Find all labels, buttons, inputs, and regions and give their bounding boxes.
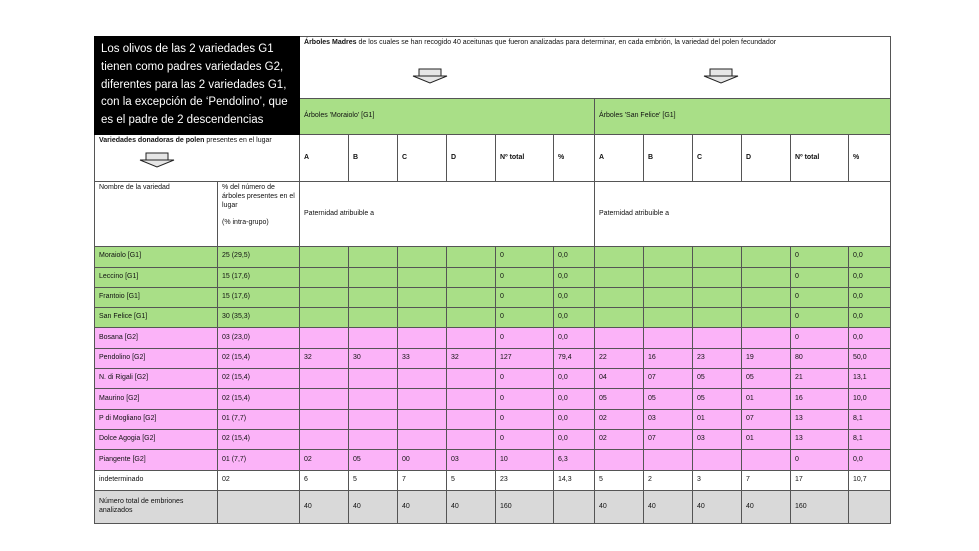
table-row: [95, 287, 891, 307]
variety-pct: 15 (17,6): [218, 267, 300, 287]
variety-pct: 02: [218, 470, 300, 490]
table-cell: [300, 369, 349, 389]
table-cell: [349, 328, 398, 348]
table-cell: 5: [349, 470, 398, 490]
col-header: %: [849, 135, 891, 182]
table-cell: 05: [693, 389, 742, 409]
table-cell: 16: [791, 389, 849, 409]
table-cell: [595, 267, 644, 287]
col-header: Nº total: [791, 135, 849, 182]
variety-name: Maurino [G2]: [95, 389, 218, 409]
table-cell: 0: [791, 247, 849, 267]
table-cell: [742, 287, 791, 307]
table-cell: 40: [349, 490, 398, 523]
paternity-table: [94, 36, 891, 524]
table-cell: [349, 247, 398, 267]
table-cell: 0,0: [849, 328, 891, 348]
table-cell: 02: [300, 450, 349, 470]
table-cell: 13: [791, 430, 849, 450]
table-cell: 7: [742, 470, 791, 490]
table-cell: 02: [595, 430, 644, 450]
variety-name: Leccino [G1]: [95, 267, 218, 287]
table-cell: [398, 308, 447, 328]
paternidad-right: Paternidad atribuible a: [595, 182, 891, 247]
table-cell: [300, 328, 349, 348]
table-cell: 40: [398, 490, 447, 523]
table-row: [95, 470, 891, 490]
col-header: D: [742, 135, 791, 182]
table-cell: 0: [496, 287, 554, 307]
table-cell: [349, 430, 398, 450]
table-cell: 23: [693, 348, 742, 368]
intro-text: Los olivos de las 2 variedades G1 tienen como padres variedades G2, diferentes para las 2 variedades G1, con la excepción de ‘Pendolino’, que es el padre de 2 descendencias: [95, 37, 300, 135]
table-cell: [693, 287, 742, 307]
variety-pct: 30 (35,3): [218, 308, 300, 328]
table-cell: 6,3: [554, 450, 595, 470]
table-cell: 79,4: [554, 348, 595, 368]
table-cell: 0,0: [554, 409, 595, 429]
table-cell: 07: [644, 369, 693, 389]
table-cell: 13: [791, 409, 849, 429]
table-cell: [398, 369, 447, 389]
variety-pct: 02 (15,4): [218, 369, 300, 389]
table-cell: [398, 389, 447, 409]
table-cell: 0: [791, 267, 849, 287]
table-cell: 01: [742, 430, 791, 450]
table-row: [95, 267, 891, 287]
table-cell: 01: [742, 389, 791, 409]
table-row: [95, 409, 891, 429]
col-header: D: [447, 135, 496, 182]
table-cell: 0: [496, 389, 554, 409]
table-cell: [398, 247, 447, 267]
table-cell: [447, 430, 496, 450]
variety-pct: 01 (7,7): [218, 409, 300, 429]
table-cell: 05: [595, 389, 644, 409]
table-cell: [595, 287, 644, 307]
table-cell: [644, 328, 693, 348]
table-cell: 03: [644, 409, 693, 429]
table-cell: [349, 287, 398, 307]
table-cell: [693, 328, 742, 348]
table-cell: 0: [496, 328, 554, 348]
madres-bold: Árboles Madres: [304, 39, 357, 46]
table-cell: 0: [496, 409, 554, 429]
variety-pct: 25 (29,5): [218, 247, 300, 267]
table-cell: [447, 409, 496, 429]
variety-pct: 15 (17,6): [218, 287, 300, 307]
variety-pct: 02 (15,4): [218, 430, 300, 450]
table-cell: 0,0: [554, 267, 595, 287]
table-cell: 7: [398, 470, 447, 490]
table-cell: [349, 369, 398, 389]
table-cell: [693, 267, 742, 287]
table-cell: [595, 247, 644, 267]
variety-name: N. di Rigali [G2]: [95, 369, 218, 389]
table-cell: 07: [742, 409, 791, 429]
table-cell: 0: [791, 287, 849, 307]
table-cell: [300, 430, 349, 450]
table-cell: 07: [644, 430, 693, 450]
variety-name: Dolce Agogia [G2]: [95, 430, 218, 450]
table-cell: 04: [595, 369, 644, 389]
col-header: %: [554, 135, 595, 182]
table-cell: 0,0: [849, 308, 891, 328]
table-cell: 30: [349, 348, 398, 368]
table-cell: [742, 308, 791, 328]
table-cell: 0: [496, 430, 554, 450]
table-cell: [398, 267, 447, 287]
table-cell: 23: [496, 470, 554, 490]
variety-name: Piangente [G2]: [95, 450, 218, 470]
table-cell: 40: [644, 490, 693, 523]
table-cell: 0,0: [554, 328, 595, 348]
table-cell: [849, 490, 891, 523]
table-cell: 03: [447, 450, 496, 470]
table-cell: 0: [791, 328, 849, 348]
table-cell: 0,0: [849, 287, 891, 307]
table-cell: 21: [791, 369, 849, 389]
table-cell: 01: [693, 409, 742, 429]
table-cell: [693, 308, 742, 328]
down-arrow-icon: [703, 68, 739, 84]
table-cell: 05: [693, 369, 742, 389]
table-cell: 8,1: [849, 430, 891, 450]
table-cell: 0,0: [554, 369, 595, 389]
pct-header-sub: (% intra-grupo): [222, 219, 269, 227]
table-cell: [300, 308, 349, 328]
table-cell: 10,7: [849, 470, 891, 490]
nombre-header: Nombre de la variedad: [95, 182, 218, 247]
variety-name: indeterminado: [95, 470, 218, 490]
table-cell: 05: [644, 389, 693, 409]
table-cell: [644, 247, 693, 267]
table-cell: [644, 287, 693, 307]
group-moraiolo: Árboles 'Moraiolo' [G1]: [300, 98, 595, 134]
table-cell: 0,0: [849, 247, 891, 267]
table-cell: 2: [644, 470, 693, 490]
donadoras-rest: presentes en el lugar: [204, 137, 272, 145]
table-cell: 0: [791, 308, 849, 328]
table-cell: 3: [693, 470, 742, 490]
table-cell: 0: [496, 247, 554, 267]
col-header: B: [644, 135, 693, 182]
madres-header: [300, 37, 891, 99]
table-cell: 32: [300, 348, 349, 368]
table-cell: 0,0: [554, 389, 595, 409]
group-san-felice: Árboles 'San Felice' [G1]: [595, 98, 891, 134]
col-header: B: [349, 135, 398, 182]
donadoras-header: [95, 135, 300, 182]
table-cell: [447, 247, 496, 267]
table-cell: 03: [693, 430, 742, 450]
col-header: A: [300, 135, 349, 182]
variety-name: Moraiolo [G1]: [95, 247, 218, 267]
table-row: [95, 328, 891, 348]
table-cell: [349, 389, 398, 409]
variety-pct: 03 (23,0): [218, 328, 300, 348]
table-row: [95, 308, 891, 328]
table-cell: [398, 430, 447, 450]
table-cell: [300, 287, 349, 307]
table-cell: 22: [595, 348, 644, 368]
table-cell: [693, 450, 742, 470]
table-cell: 40: [693, 490, 742, 523]
table-cell: 19: [742, 348, 791, 368]
table-cell: [447, 369, 496, 389]
table-cell: [595, 308, 644, 328]
table-row: [95, 348, 891, 368]
table-cell: 6: [300, 470, 349, 490]
variety-name: Número total de embriones analizados: [95, 490, 218, 523]
table-cell: [349, 409, 398, 429]
table-cell: [595, 328, 644, 348]
table-cell: [447, 287, 496, 307]
table-cell: 0,0: [554, 308, 595, 328]
table-cell: [447, 389, 496, 409]
table-cell: 8,1: [849, 409, 891, 429]
table-cell: [644, 450, 693, 470]
table-cell: 160: [496, 490, 554, 523]
table-cell: 13,1: [849, 369, 891, 389]
table-cell: 0,0: [554, 430, 595, 450]
table-cell: [742, 247, 791, 267]
table-cell: 50,0: [849, 348, 891, 368]
table-cell: 02: [595, 409, 644, 429]
table-cell: 40: [300, 490, 349, 523]
table-cell: [349, 308, 398, 328]
table-row: [95, 490, 891, 523]
pct-header: % del número de árboles presentes en el lugar (% intra-grupo): [218, 182, 300, 247]
table-cell: [644, 267, 693, 287]
table-cell: [742, 267, 791, 287]
table-cell: [742, 328, 791, 348]
table-cell: 5: [595, 470, 644, 490]
table-cell: [595, 450, 644, 470]
paternidad-left: Paternidad atribuible a: [300, 182, 595, 247]
table-cell: 80: [791, 348, 849, 368]
table-row: [95, 450, 891, 470]
table-cell: [398, 287, 447, 307]
variety-name: Pendolino [G2]: [95, 348, 218, 368]
table-cell: 0: [496, 308, 554, 328]
table-cell: 10,0: [849, 389, 891, 409]
table-cell: 0: [791, 450, 849, 470]
col-header: A: [595, 135, 644, 182]
table-cell: 5: [447, 470, 496, 490]
table-cell: [398, 409, 447, 429]
down-arrow-icon: [412, 68, 448, 84]
table-cell: 17: [791, 470, 849, 490]
donadoras-bold: Variedades donadoras de polen: [99, 137, 205, 145]
table-cell: 40: [595, 490, 644, 523]
table-cell: 40: [447, 490, 496, 523]
variety-name: P di Mogliano [G2]: [95, 409, 218, 429]
table-cell: 0: [496, 267, 554, 287]
table-row: [95, 430, 891, 450]
table-cell: 127: [496, 348, 554, 368]
table-cell: 0,0: [849, 267, 891, 287]
table-cell: [300, 389, 349, 409]
table-row: [95, 389, 891, 409]
table-cell: [447, 267, 496, 287]
table-cell: 40: [742, 490, 791, 523]
table-cell: 16: [644, 348, 693, 368]
table-cell: 0,0: [554, 287, 595, 307]
madres-rest: de los cuales se han recogido 40 aceitunas que fueron analizadas para determinar, en cada embrión, la variedad del polen fecundador: [356, 39, 777, 46]
table-cell: [554, 490, 595, 523]
variety-name: Bosana [G2]: [95, 328, 218, 348]
variety-pct: 02 (15,4): [218, 389, 300, 409]
col-header: C: [398, 135, 447, 182]
table-cell: 32: [447, 348, 496, 368]
col-header: Nº total: [496, 135, 554, 182]
table-cell: 33: [398, 348, 447, 368]
table-cell: [693, 247, 742, 267]
variety-pct: 01 (7,7): [218, 450, 300, 470]
table-cell: [349, 267, 398, 287]
table-cell: [300, 267, 349, 287]
table-cell: 00: [398, 450, 447, 470]
table-cell: 05: [349, 450, 398, 470]
table-cell: [447, 328, 496, 348]
down-arrow-icon: [139, 152, 175, 168]
variety-pct: 02 (15,4): [218, 348, 300, 368]
table-cell: 0,0: [849, 450, 891, 470]
table-cell: [742, 450, 791, 470]
variety-name: San Felice [G1]: [95, 308, 218, 328]
table-row: [95, 369, 891, 389]
table-cell: [300, 409, 349, 429]
table-row: [95, 247, 891, 267]
col-header: C: [693, 135, 742, 182]
table-cell: [644, 308, 693, 328]
table-cell: [398, 328, 447, 348]
table-cell: [300, 247, 349, 267]
table-cell: [447, 308, 496, 328]
variety-name: Frantoio [G1]: [95, 287, 218, 307]
table-cell: 10: [496, 450, 554, 470]
table-cell: 14,3: [554, 470, 595, 490]
table-cell: 160: [791, 490, 849, 523]
variety-pct: [218, 490, 300, 523]
table-cell: 05: [742, 369, 791, 389]
table-cell: 0: [496, 369, 554, 389]
table-cell: 0,0: [554, 247, 595, 267]
